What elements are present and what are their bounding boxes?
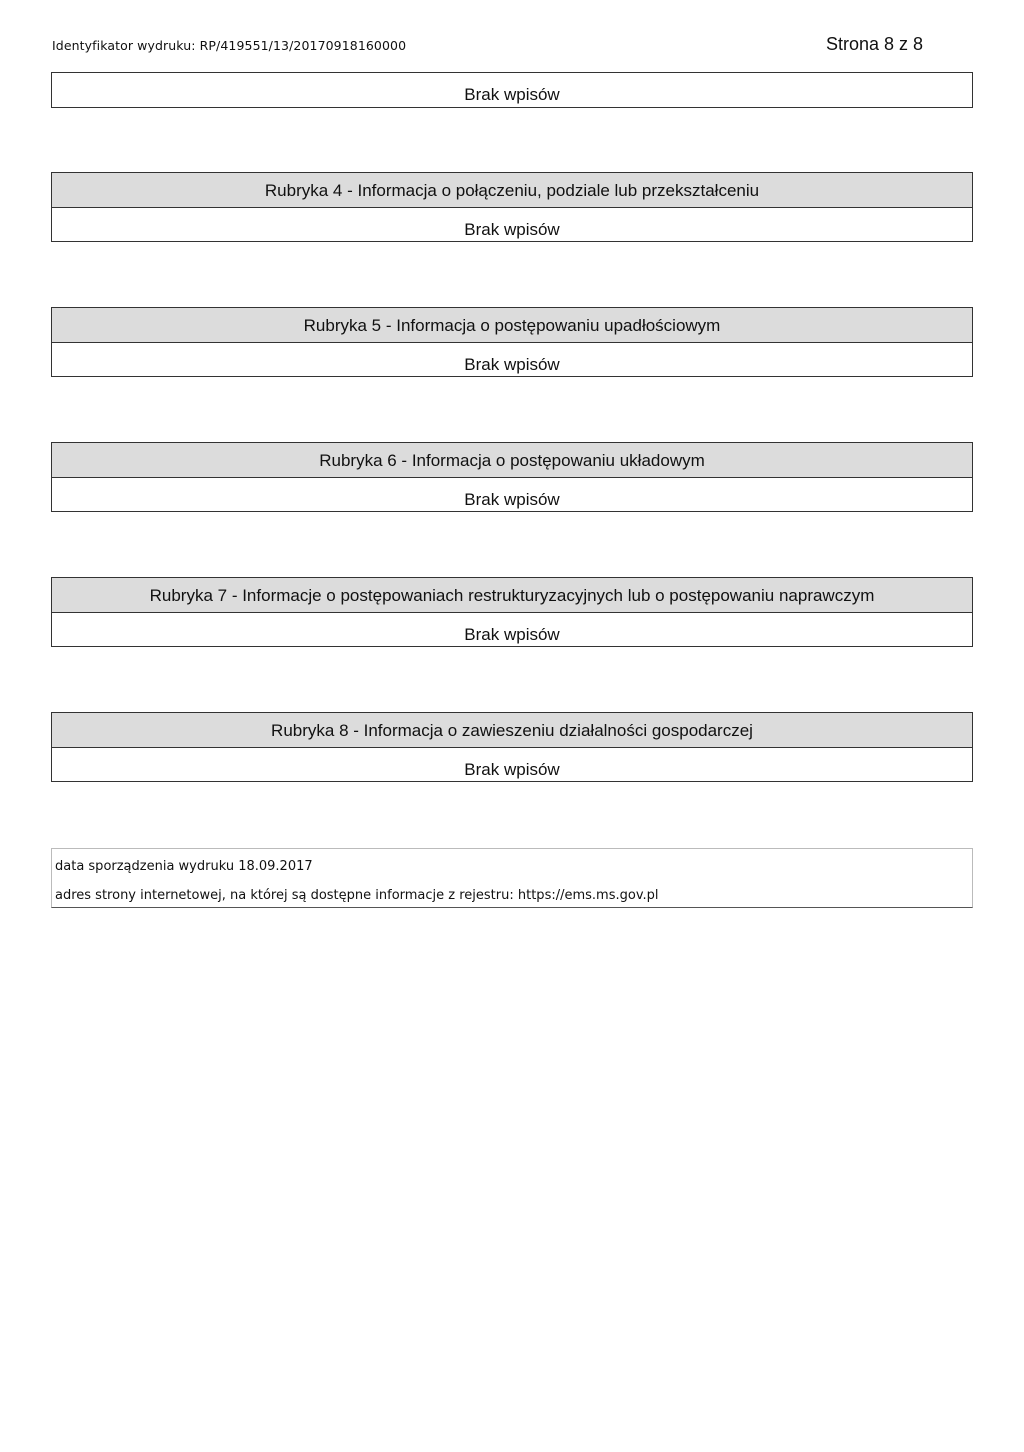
page-number: Strona 8 z 8 xyxy=(826,34,924,54)
section-content: Brak wpisów xyxy=(52,613,972,646)
section-content: Brak wpisów xyxy=(52,748,972,781)
registry-address: adres strony internetowej, na której są dostępne informacje z rejestru: https://ems.ms.gov.pl xyxy=(55,888,659,903)
print-date: data sporządzenia wydruku 18.09.2017 xyxy=(55,859,313,874)
section-rubryka-6 xyxy=(51,442,973,512)
print-identifier: Identyfikator wydruku: RP/419551/13/20170918160000 xyxy=(52,38,407,53)
section-title: Rubryka 6 - Informacja o postępowaniu układowym xyxy=(52,443,972,478)
section-content: Brak wpisów xyxy=(52,343,972,376)
section-continuation xyxy=(51,72,973,108)
print-footer xyxy=(51,848,973,908)
section-title: Rubryka 5 - Informacja o postępowaniu upadłościowym xyxy=(52,308,972,343)
section-content: Brak wpisów xyxy=(52,208,972,241)
section-rubryka-8 xyxy=(51,712,973,782)
section-title: Rubryka 7 - Informacje o postępowaniach restrukturyzacyjnych lub o postępowaniu naprawczym xyxy=(52,578,972,613)
section-content: Brak wpisów xyxy=(52,73,972,107)
section-content: Brak wpisów xyxy=(52,478,972,511)
section-title: Rubryka 8 - Informacja o zawieszeniu działalności gospodarczej xyxy=(52,713,972,748)
section-title: Rubryka 4 - Informacja o połączeniu, podziale lub przekształceniu xyxy=(52,173,972,208)
section-rubryka-5 xyxy=(51,307,973,377)
section-rubryka-4 xyxy=(51,172,973,242)
section-rubryka-7 xyxy=(51,577,973,647)
